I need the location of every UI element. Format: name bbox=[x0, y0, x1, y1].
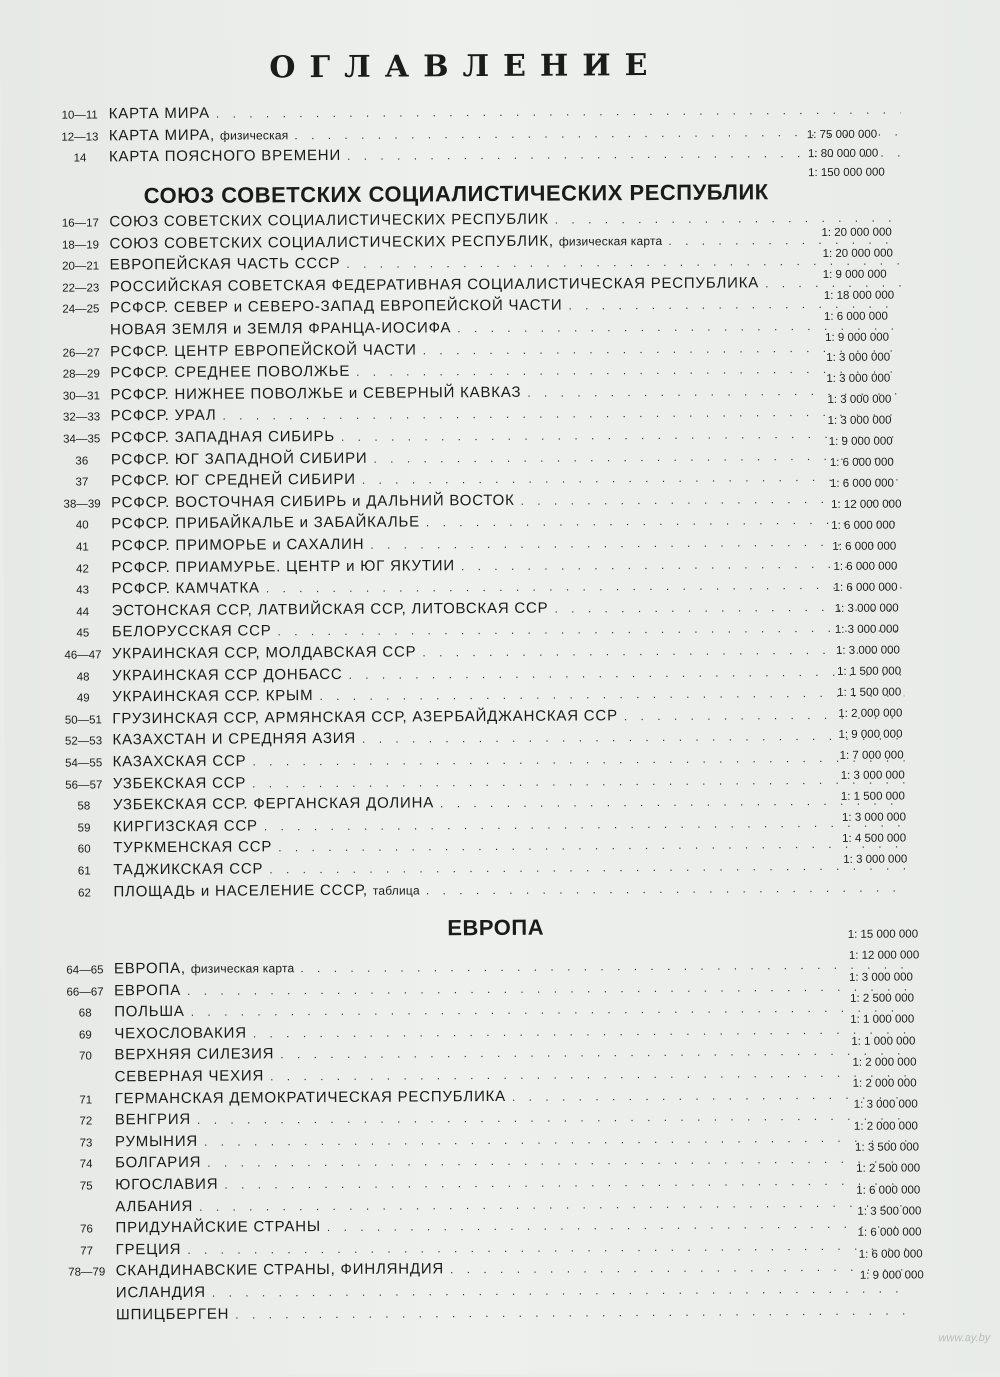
entry-title-text: БЕЛОРУССКАЯ ССР bbox=[111, 622, 272, 641]
entry-title-text: ЧЕХОСЛОВАКИЯ bbox=[114, 1024, 247, 1043]
page-number: 49 bbox=[76, 692, 90, 705]
entry-title bbox=[112, 728, 356, 751]
entry-title bbox=[114, 1001, 185, 1023]
page-title: ОГЛАВЛЕНИЕ bbox=[269, 47, 662, 86]
entry-title bbox=[111, 555, 455, 579]
entry-title bbox=[113, 879, 420, 903]
map-scale: 1: 6 000 000 bbox=[833, 581, 898, 595]
map-scale: 1: 9 000 000 bbox=[838, 728, 903, 741]
entry-title bbox=[115, 1195, 193, 1217]
map-scale: 1: 4 500 000 bbox=[842, 832, 907, 845]
page-number: 30—31 bbox=[62, 390, 101, 403]
page-number: 78—79 bbox=[68, 1266, 106, 1279]
map-scale: 1: 18 000 000 bbox=[823, 289, 895, 302]
map-scale: 1: 12 000 000 bbox=[848, 949, 920, 963]
entry-title bbox=[110, 382, 521, 407]
entry-title bbox=[114, 1044, 274, 1067]
entry-title bbox=[112, 578, 260, 601]
entry-title-text: ТАДЖИКСКАЯ ССР bbox=[113, 860, 264, 879]
map-scale: 1: 2 000 000 bbox=[852, 1056, 917, 1069]
entry-subtitle: физическая bbox=[219, 127, 289, 143]
page-number: 69 bbox=[78, 1029, 92, 1042]
map-scale: 1: 3 000 000 bbox=[834, 623, 899, 637]
entry-title-text: УКРАИНСКАЯ ССР ДОНБАСС bbox=[112, 665, 343, 684]
map-scale: 1: 2 000 000 bbox=[852, 1077, 917, 1090]
entry-title bbox=[116, 1303, 229, 1326]
entry-title-text: ВЕРХНЯЯ СИЛЕЗИЯ bbox=[114, 1045, 275, 1064]
entry-title-text: РСФСР. СЕВЕР и СЕВЕРО-ЗАПАД ЕВРОПЕЙСКОЙ ЧАСТИ bbox=[109, 296, 563, 317]
map-scale: 1: 1 500 000 bbox=[840, 790, 905, 804]
entry-title bbox=[110, 405, 216, 428]
entry-title bbox=[111, 534, 364, 558]
page-number: 37 bbox=[75, 476, 89, 489]
map-scale: 1: 6 000 000 bbox=[857, 1226, 922, 1239]
entry-title-text: УКРАИНСКАЯ ССР, МОЛДАВСКАЯ ССР bbox=[111, 643, 417, 663]
map-scale: 1: 3 000 000 bbox=[827, 414, 892, 428]
entry-subtitle: физическая карта bbox=[558, 233, 663, 249]
page-number: 77 bbox=[80, 1245, 94, 1258]
entry-title-text: ИСЛАНДИЯ bbox=[115, 1283, 206, 1302]
entry-title-text: КИРГИЗСКАЯ ССР bbox=[112, 817, 258, 836]
entry-title-text: ГЕРМАНСКАЯ ДЕМОКРАТИЧЕСКАЯ РЕСПУБЛИКА bbox=[114, 1087, 507, 1107]
map-scale: 1: 3 000 000 bbox=[835, 644, 900, 657]
map-scale: 1: 20 000 000 bbox=[822, 247, 893, 260]
map-scale: 1: 6 000 000 bbox=[831, 519, 896, 532]
entry-title-text: ЭСТОНСКАЯ ССР, ЛАТВИЙСКАЯ ССР, ЛИТОВСКАЯ ССР bbox=[111, 599, 549, 620]
page-number: 70 bbox=[79, 1050, 92, 1063]
entry-title-text: УЗБЕКСКАЯ ССР bbox=[112, 774, 247, 792]
map-scale: 1: 20 000 000 bbox=[821, 226, 892, 239]
page-number: 61 bbox=[77, 865, 91, 878]
entry-title bbox=[115, 1086, 506, 1110]
map-scale: 1: 6 000 000 bbox=[833, 560, 898, 574]
map-scale: 1: 9 000 000 bbox=[859, 1269, 924, 1282]
map-scale: 1: 1 000 000 bbox=[850, 1013, 915, 1027]
entry-title bbox=[109, 145, 341, 168]
page-number: 24—25 bbox=[62, 303, 100, 317]
entry-title-text: РСФСР. ЮГ СРЕДНЕЙ СИБИРИ bbox=[110, 471, 356, 490]
entry-title bbox=[111, 490, 515, 514]
page-number: 28—29 bbox=[62, 368, 100, 381]
entry-title-text: РСФСР. НИЖНЕЕ ПОВОЛЖЬЕ и СЕВЕРНЫЙ КАВКАЗ bbox=[110, 383, 522, 404]
page-number: 38—39 bbox=[63, 498, 101, 511]
page-number: 41 bbox=[75, 541, 89, 554]
entry-title-text: ГРЕЦИЯ bbox=[115, 1240, 182, 1259]
page-number: 68 bbox=[78, 1007, 92, 1020]
entry-title-text: РСФСР. ПРИБАЙКАЛЬЕ и ЗАБАЙКАЛЬЕ bbox=[111, 513, 420, 533]
entry-title bbox=[112, 621, 272, 644]
entry-title bbox=[112, 597, 549, 622]
entry-title-text: АЛБАНИЯ bbox=[115, 1197, 194, 1215]
entry-title bbox=[114, 957, 295, 980]
toc-entry[interactable] bbox=[55, 876, 905, 903]
map-scale: 1: 3 000 000 bbox=[826, 351, 891, 365]
map-scale: 1: 12 000 000 bbox=[831, 498, 902, 511]
page-number: 59 bbox=[77, 822, 91, 835]
entry-title-text: ШПИЦБЕРГЕН bbox=[115, 1305, 230, 1323]
map-scale: 1: 3 000 000 bbox=[841, 811, 907, 825]
entry-title bbox=[115, 1216, 321, 1239]
page-number: 75 bbox=[79, 1180, 93, 1193]
entry-title-text: ТУРКМЕНСКАЯ ССР bbox=[113, 838, 273, 857]
map-scale: 1: 1 500 000 bbox=[837, 686, 902, 699]
entry-title-text: РСФСР. ВОСТОЧНАЯ СИБИРЬ и ДАЛЬНИЙ ВОСТОК bbox=[111, 491, 515, 512]
entry-title-text: ЕВРОПА, bbox=[113, 959, 186, 978]
page-number: 20—21 bbox=[62, 260, 100, 273]
entry-title bbox=[110, 253, 341, 276]
entry-title-text: РСФСР. КАМЧАТКА bbox=[111, 579, 260, 598]
map-scale: 1: 150 000 000 bbox=[808, 166, 885, 180]
entry-title-text: КАЗАХСТАН И СРЕДНЯЯ АЗИЯ bbox=[112, 730, 357, 749]
entry-title bbox=[109, 209, 549, 234]
page-number: 32—33 bbox=[62, 411, 101, 425]
map-scale: 1: 2 500 000 bbox=[850, 992, 915, 1005]
page-number: 66—67 bbox=[66, 985, 104, 999]
map-scale: 1: 15 000 000 bbox=[847, 928, 919, 941]
entry-subtitle: таблица bbox=[372, 883, 420, 898]
entry-title-text: РОССИЙСКАЯ СОВЕТСКАЯ ФЕДЕРАТИВНАЯ СОЦИАЛИСТИЧЕСКАЯ РЕСПУБЛИКА bbox=[109, 274, 760, 296]
map-scale: 1: 9 000 000 bbox=[822, 268, 887, 281]
entry-title-text: СЕВЕРНАЯ ЧЕХИЯ bbox=[114, 1067, 265, 1086]
entry-title bbox=[112, 664, 343, 687]
page-number: 46—47 bbox=[64, 649, 102, 662]
entry-title-text: РСФСР. ПРИМОРЬЕ и САХАЛИН bbox=[111, 535, 365, 555]
entry-title bbox=[110, 339, 417, 363]
map-scale: 1: 3 000 000 bbox=[853, 1098, 918, 1112]
page-number: 14 bbox=[73, 152, 87, 165]
page-number: 74 bbox=[79, 1158, 93, 1171]
section-title: СОЮЗ СОВЕТСКИХ СОЦИАЛИСТИЧЕСКИХ РЕСПУБЛИК bbox=[143, 179, 769, 209]
entry-title bbox=[113, 815, 258, 838]
page-number: 42 bbox=[76, 563, 89, 576]
page-number: 56—57 bbox=[65, 778, 103, 792]
page-number: 26—27 bbox=[62, 346, 100, 360]
entry-title-text: ЕВРОПЕЙСКАЯ ЧАСТЬ СССР bbox=[109, 255, 341, 274]
page-number: 16—17 bbox=[61, 217, 99, 230]
map-scale: 1: 1 500 000 bbox=[837, 665, 902, 678]
entry-title bbox=[115, 1131, 198, 1154]
entry-title-text: РСФСР. ПРИАМУРЬЕ. ЦЕНТР и ЮГ ЯКУТИИ bbox=[111, 556, 455, 576]
toc-entry[interactable] bbox=[51, 141, 901, 168]
page-number: 76 bbox=[80, 1223, 93, 1236]
map-scale: 1: 6 000 000 bbox=[823, 310, 888, 323]
entry-title-text: УЗБЕКСКАЯ ССР. ФЕРГАНСКАЯ ДОЛИНА bbox=[112, 794, 435, 814]
map-scale: 1: 6 000 000 bbox=[858, 1247, 923, 1261]
map-scale: 1: 2 000 000 bbox=[838, 707, 903, 720]
page-number: 44 bbox=[76, 606, 90, 619]
entry-title bbox=[110, 317, 451, 341]
page-number: 22—23 bbox=[62, 282, 100, 295]
entry-title-text: СКАНДИНАВСКИЕ СТРАНЫ, ФИНЛЯНДИЯ bbox=[115, 1260, 445, 1280]
map-scale: 1: 9 000 000 bbox=[825, 331, 890, 344]
entry-title-text: ВЕНГРИЯ bbox=[114, 1111, 192, 1129]
map-scale: 1: 3 000 000 bbox=[826, 372, 891, 386]
dot-leader bbox=[420, 876, 906, 901]
map-scale: 1: 6 000 000 bbox=[829, 456, 894, 469]
entry-title-text: КАРТА МИРА bbox=[108, 104, 210, 123]
page-number: 48 bbox=[76, 671, 90, 684]
map-scale: 1: 2 000 000 bbox=[853, 1120, 918, 1133]
entry-title bbox=[111, 447, 368, 471]
entry-title bbox=[115, 1109, 191, 1131]
entry-title-text: ПЛОЩАДЬ и НАСЕЛЕНИЕ СССР, bbox=[113, 881, 368, 900]
entry-title-text: РСФСР. СРЕДНЕЕ ПОВОЛЖЬЕ bbox=[110, 363, 351, 382]
dot-leader bbox=[229, 1299, 908, 1325]
section-title: ЕВРОПА bbox=[447, 914, 545, 941]
toc-entry[interactable] bbox=[58, 1299, 908, 1326]
page-number: 12—13 bbox=[61, 130, 99, 144]
page-number: 50—51 bbox=[64, 714, 102, 727]
entry-title bbox=[109, 103, 210, 126]
watermark: www.ay.by bbox=[938, 1331, 991, 1345]
map-scale: 1: 80 000 000 bbox=[807, 147, 879, 161]
entry-title bbox=[114, 1022, 247, 1045]
page-number: 54—55 bbox=[65, 757, 103, 770]
entry-title-text: ПОЛЬША bbox=[114, 1003, 185, 1021]
entry-title-text: РУМЫНИЯ bbox=[114, 1132, 199, 1151]
entry-title bbox=[116, 1259, 444, 1283]
page-number: 71 bbox=[79, 1094, 93, 1107]
entry-title bbox=[113, 751, 247, 774]
entry-title-text: РСФСР. ЮГ ЗАПАДНОЙ СИБИРИ bbox=[110, 449, 368, 468]
page-number: 36 bbox=[75, 455, 89, 468]
map-scale: 1: 7 000 000 bbox=[839, 748, 904, 762]
entry-title bbox=[111, 469, 356, 492]
entry-title bbox=[111, 426, 335, 449]
entry-title bbox=[115, 1065, 265, 1088]
map-scale: 1: 2 500 000 bbox=[856, 1162, 921, 1176]
entry-title bbox=[113, 837, 272, 860]
map-scale: 1: 3 500 000 bbox=[854, 1141, 920, 1154]
map-scale: 1: 6 000 000 bbox=[832, 540, 897, 553]
entry-title bbox=[113, 772, 246, 795]
entry-title-text: НОВАЯ ЗЕМЛЯ и ЗЕМЛЯ ФРАНЦА-ИОСИФА bbox=[109, 319, 452, 339]
entry-title bbox=[115, 1174, 218, 1197]
entry-title-text: СОЮЗ СОВЕТСКИХ СОЦИАЛИСТИЧЕСКИХ РЕСПУБЛИК, bbox=[109, 232, 554, 252]
map-scale: 1: 3 500 000 bbox=[857, 1205, 922, 1218]
map-scale: 1: 3 000 000 bbox=[848, 971, 913, 984]
page-number: 10—11 bbox=[61, 109, 98, 122]
entry-title bbox=[112, 685, 313, 708]
map-scale: 1: 6 000 000 bbox=[856, 1183, 921, 1197]
page-number: 34—35 bbox=[63, 433, 101, 446]
entry-title-text: ПРИДУНАЙСКИЕ СТРАНЫ bbox=[115, 1218, 321, 1237]
page-number: 43 bbox=[76, 584, 90, 597]
entry-title bbox=[113, 793, 434, 817]
page-number: 45 bbox=[76, 627, 90, 640]
entry-title-text: КАРТА МИРА, bbox=[108, 126, 216, 144]
entry-title-text: ЕВРОПА bbox=[114, 981, 182, 999]
entry-title-text: КАЗАХСКАЯ ССР bbox=[112, 752, 247, 771]
entry-title bbox=[116, 1282, 206, 1305]
entry-title-text: КАРТА ПОЯСНОГО ВРЕМЕНИ bbox=[108, 146, 342, 166]
entry-title bbox=[115, 1152, 201, 1175]
map-scale: 1: 75 000 000 bbox=[806, 128, 878, 142]
entry-title bbox=[109, 124, 289, 147]
map-scale: 1: 3 000 000 bbox=[834, 602, 899, 616]
map-scale: 1: 3 000 000 bbox=[840, 769, 905, 783]
entry-title bbox=[110, 361, 350, 384]
map-scale: 1: 9 000 000 bbox=[828, 435, 893, 448]
page-number: 60 bbox=[77, 843, 91, 856]
page-number: 72 bbox=[79, 1115, 93, 1128]
entry-title-text: УКРАИНСКАЯ ССР. КРЫМ bbox=[112, 687, 314, 706]
map-scale: 1: 3 000 000 bbox=[843, 853, 908, 866]
page-number: 52—53 bbox=[64, 735, 103, 749]
entry-title bbox=[111, 512, 420, 536]
entry-title bbox=[116, 1239, 182, 1261]
map-scale: 1: 3 000 000 bbox=[827, 393, 892, 407]
map-scale: 1: 6 000 000 bbox=[829, 477, 894, 490]
page-number: 18—19 bbox=[61, 238, 100, 252]
entry-title-text: ЮГОСЛАВИЯ bbox=[115, 1175, 219, 1194]
page-number: 62 bbox=[78, 887, 91, 900]
dot-leader bbox=[506, 1083, 907, 1107]
entry-title-text: СОЮЗ СОВЕТСКИХ СОЦИАЛИСТИЧЕСКИХ РЕСПУБЛИК bbox=[109, 210, 549, 231]
page-number: 64—65 bbox=[66, 964, 104, 977]
page-number: 40 bbox=[75, 519, 89, 532]
entry-title-text: РСФСР. УРАЛ bbox=[110, 407, 217, 425]
entry-title-text: РСФСР. ЗАПАДНАЯ СИБИРЬ bbox=[110, 427, 336, 447]
page-number: 73 bbox=[79, 1137, 93, 1150]
entry-title-text: БОЛГАРИЯ bbox=[115, 1154, 202, 1172]
entry-title-text: РСФСР. ЦЕНТР ЕВРОПЕЙСКОЙ ЧАСТИ bbox=[110, 341, 417, 360]
entry-title bbox=[113, 858, 263, 881]
page-number: 58 bbox=[77, 800, 91, 813]
entry-subtitle: физическая карта bbox=[190, 961, 295, 976]
entry-title bbox=[114, 980, 181, 1002]
map-scale: 1: 1 000 000 bbox=[851, 1034, 916, 1048]
entry-title bbox=[112, 641, 417, 665]
entry-title-text: ГРУЗИНСКАЯ ССР, АРМЯНСКАЯ ССР, АЗЕРБАЙДЖАНСКАЯ ССР bbox=[112, 707, 618, 728]
